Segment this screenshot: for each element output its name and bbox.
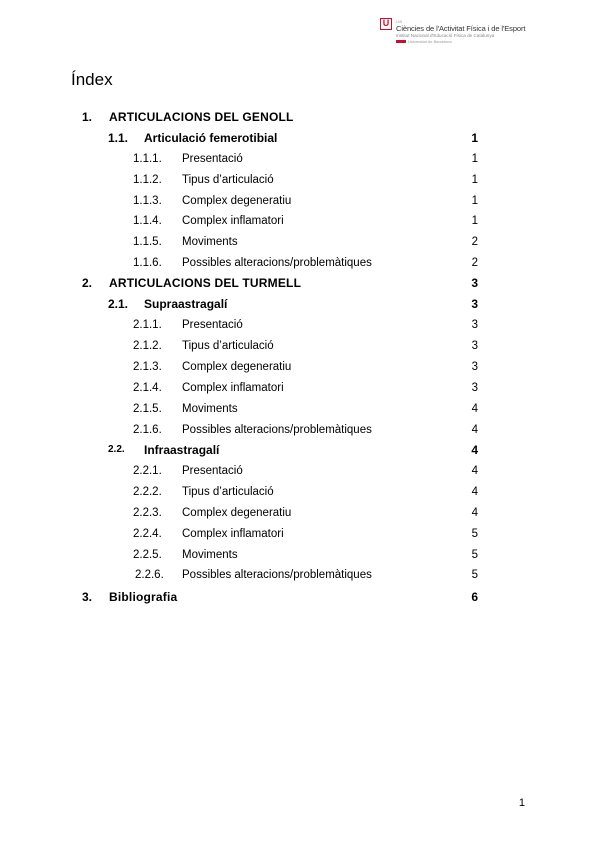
toc-entry[interactable] [0, 130, 600, 146]
toc-entry[interactable] [0, 151, 600, 167]
toc-label: Complex inflamatori [182, 382, 284, 394]
toc-page: 1 [471, 195, 478, 207]
toc-label: Possibles alteracions/problemàtiques [182, 257, 372, 269]
index-title: Índex [71, 70, 113, 89]
toc-entry[interactable] [0, 547, 600, 563]
toc-entry[interactable] [0, 505, 600, 521]
toc-label: Bibliografia [109, 590, 178, 604]
toc-page: 5 [471, 569, 478, 581]
toc-entry[interactable] [0, 589, 600, 605]
toc-entry[interactable] [0, 172, 600, 188]
toc-label: Presentació [182, 465, 243, 477]
toc-label: Moviments [182, 236, 238, 248]
toc-number: 1.1.5. [133, 236, 162, 248]
toc-label: Tipus d’articulació [182, 340, 274, 352]
toc-page: 3 [471, 319, 478, 331]
toc-number: 1.1.3. [133, 195, 162, 207]
toc-page: 6 [471, 590, 478, 604]
toc-number: 3. [82, 590, 93, 604]
toc-entry[interactable] [0, 109, 600, 125]
toc-number: 2.2.3. [133, 507, 162, 519]
toc-label: Possibles alteracions/problemàtiques [182, 424, 372, 436]
toc-entry[interactable] [0, 255, 600, 271]
toc-entry[interactable] [0, 338, 600, 354]
toc-label: Moviments [182, 549, 238, 561]
toc-number: 2.1.4. [133, 382, 162, 394]
logo-subtitle: Institut Nacional d'Educació Física de Catalunya [396, 33, 495, 38]
toc-entry[interactable] [0, 463, 600, 479]
toc-page: 3 [471, 276, 478, 290]
toc-entry[interactable] [0, 567, 600, 583]
toc-entry[interactable] [0, 193, 600, 209]
toc-page: 1 [471, 131, 478, 145]
toc-number: 2.2.6. [135, 569, 164, 581]
page-number: 1 [518, 797, 525, 809]
toc-number: 1.1.4. [133, 215, 162, 227]
toc-page: 4 [471, 424, 478, 436]
toc-number: 2.2.5. [133, 549, 162, 561]
toc-label: Possibles alteracions/problemàtiques [182, 569, 372, 581]
toc-label: Complex degeneratiu [182, 507, 292, 519]
toc-entry[interactable] [0, 359, 600, 375]
toc-number: 1.1.2. [133, 174, 162, 186]
toc-entry[interactable] [0, 526, 600, 542]
toc-label: Articulació femerotibial [144, 131, 278, 145]
toc-number: 1.1. [108, 131, 129, 145]
toc-label: Supraastragalí [144, 297, 228, 311]
toc-page: 3 [471, 382, 478, 394]
toc-page: 4 [471, 507, 478, 519]
toc-number: 2.1. [108, 297, 129, 311]
toc-number: 1.1.1. [133, 153, 162, 165]
toc-entry[interactable] [0, 317, 600, 333]
toc-entry[interactable] [0, 484, 600, 500]
toc-label: Presentació [182, 319, 243, 331]
logo-title: Ciències de l'Activitat Física i de l'Esport [396, 24, 526, 33]
toc-page: 2 [471, 236, 478, 248]
toc-entry[interactable] [0, 234, 600, 250]
toc-label: Complex degeneratiu [182, 361, 292, 373]
toc-page: 1 [471, 153, 478, 165]
toc-label: Presentació [182, 153, 243, 165]
toc-number: 2.1.2. [133, 340, 162, 352]
toc-number: 2.2.4. [133, 528, 162, 540]
toc-entry[interactable] [0, 380, 600, 396]
toc-number: 1.1.6. [133, 257, 162, 269]
toc-page: 3 [471, 361, 478, 373]
toc-entry[interactable] [0, 213, 600, 229]
toc-page: 4 [471, 443, 478, 457]
toc-number: 2.1.1. [133, 319, 162, 331]
logo-bar-text: Universitat de Barcelona [408, 39, 452, 44]
logo-small-text: UB [396, 19, 403, 24]
toc-label: Tipus d’articulació [182, 174, 274, 186]
toc-number: 2.2. [108, 444, 125, 455]
toc-number: 2. [82, 276, 93, 290]
toc-number: 2.1.6. [133, 424, 162, 436]
toc-label: ARTICULACIONS DEL GENOLL [109, 110, 294, 124]
toc-page: 4 [471, 465, 478, 477]
toc-page: 5 [471, 528, 478, 540]
toc-page: 3 [471, 340, 478, 352]
toc-label: Complex inflamatori [182, 215, 284, 227]
toc-entry[interactable] [0, 296, 600, 312]
toc-number: 2.2.1. [133, 465, 162, 477]
university-logo [380, 18, 540, 46]
toc-label: Complex inflamatori [182, 528, 284, 540]
toc-page: 2 [471, 257, 478, 269]
toc-page: 1 [471, 215, 478, 227]
toc-entry[interactable] [0, 401, 600, 417]
toc-page: 3 [471, 297, 478, 311]
toc-number: 2.2.2. [133, 486, 162, 498]
toc-page: 1 [471, 174, 478, 186]
toc-entry[interactable] [0, 422, 600, 438]
toc-number: 2.1.5. [133, 403, 162, 415]
logo-mark-icon: U [380, 18, 392, 30]
toc-label: Complex degeneratiu [182, 195, 292, 207]
toc-label: Moviments [182, 403, 238, 415]
toc-label: Tipus d’articulació [182, 486, 274, 498]
toc-number: 2.1.3. [133, 361, 162, 373]
toc-page: 4 [471, 486, 478, 498]
toc-entry[interactable] [0, 275, 600, 291]
toc-number: 1. [82, 110, 93, 124]
toc-entry[interactable] [0, 442, 600, 458]
toc-label: ARTICULACIONS DEL TURMELL [109, 276, 302, 290]
toc-page: 5 [471, 549, 478, 561]
toc-page: 4 [471, 403, 478, 415]
toc-label: Infraastragalí [144, 443, 220, 457]
logo-bar [396, 40, 406, 43]
